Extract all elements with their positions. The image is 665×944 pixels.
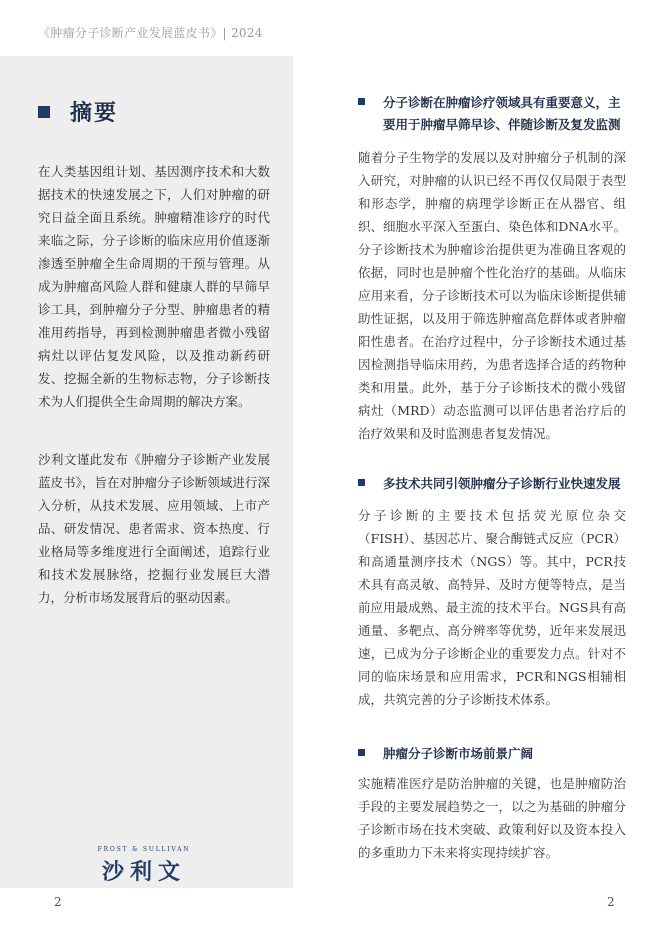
section-heading bbox=[358, 92, 626, 136]
logo-main-text: 沙利文 bbox=[101, 860, 186, 885]
abstract-title: 摘要 bbox=[70, 100, 119, 126]
section-heading-text: 分子诊断在肿瘤诊疗领域具有重要意义，主要用于肿瘤早筛早诊、伴随诊断及复发监测 bbox=[383, 95, 621, 132]
square-bullet-icon bbox=[358, 479, 365, 486]
logo-top-text: FROST & SULLIVAN bbox=[97, 846, 191, 853]
square-bullet-icon bbox=[38, 106, 50, 118]
section-body: 分子诊断的主要技术包括荧光原位杂交（FISH）、基因芯片、聚合酶链式反应（PCR）和高通量测序技术（NGS）等。其中，PCR技术具有高灵敏、高特异、及时方便等特点，是当前应用最成熟、最主流的技术平台。NGS具有高通量、多靶点、高分辨率等优势，近年来发展迅速，已成为分子诊断企业的重要发力点。针对不同的临床场景和应用需求，PCR和NGS相辅相成，共筑完善的分子诊断技术体系。 bbox=[358, 508, 626, 707]
square-bullet-icon bbox=[358, 749, 365, 756]
section-body: 随着分子生物学的发展以及对肿瘤分子机制的深入研究，对肿瘤的认识已经不再仅仅局限于表型和形态学，肿瘤的病理学诊断正在从器官、组织、细胞水平深入至蛋白、染色体和DNA水平。分子诊断技术为肿瘤诊治提供更为准确且客观的依据，同时也是肿瘤个性化治疗的基础。从临床应用来看，分子诊断技术可以为临床诊断提供辅助性证据，以及用于筛选肿瘤高危群体或者肿瘤阳性患者。在治疗过程中，分子诊断技术通过基因检测指导临床用药，为患者选择合适的药物种类和用量。此外，基于分子诊断技术的微小残留病灶（MRD）动态监测可以评估患者治疗后的治疗效果和及时监测患者复发情况。 bbox=[358, 150, 626, 441]
page-number-right: 2 bbox=[607, 895, 615, 909]
square-bullet-icon bbox=[358, 98, 365, 105]
section-heading-text: 肿瘤分子诊断市场前景广阔 bbox=[383, 746, 534, 761]
page-number-left: 2 bbox=[54, 895, 62, 909]
report-header: 《肿瘤分子诊断产业发展蓝皮书》| 2024 bbox=[38, 26, 263, 40]
section-heading bbox=[358, 743, 626, 765]
section-heading-text: 多技术共同引领肿瘤分子诊断行业快速发展 bbox=[383, 476, 621, 491]
section-heading bbox=[358, 473, 626, 495]
abstract-paragraph: 在人类基因组计划、基因测序技术和大数据技术的快速发展之下，人们对肿瘤的研究日益全面且系统。肿瘤精准诊疗的时代来临之际，分子诊断的临床应用价值逐渐渗透至肿瘤全生命周期的干预与管理。从成为肿瘤高风险人群和健康人群的早筛早诊工具，到肿瘤分子分型、肿瘤患者的精准用药指导，再到检测肿瘤患者微小残留病灶以评估复发风险，以及推动新药研发、挖掘全新的生物标志物，分子诊断技术为人们提供全生命周期的解决方案。 bbox=[38, 164, 270, 409]
abstract-paragraph: 沙利文谨此发布《肿瘤分子诊断产业发展蓝皮书》，旨在对肿瘤分子诊断领域进行深入分析，从技术发展、应用领域、上市产品、研发情况、患者需求、资本热度、行业格局等多维度进行全面阐述，追踪行业和技术发展脉络，挖掘行业发展巨大潜力，分析市场发展背后的驱动因素。 bbox=[38, 452, 270, 605]
abstract-panel bbox=[0, 56, 293, 888]
frost-sullivan-logo bbox=[84, 846, 204, 886]
section-body: 实施精准医疗是防治肿瘤的关键，也是肿瘤防治手段的主要发展趋势之一，以之为基础的肿瘤分子诊断市场在技术突破、政策利好以及资本投入的多重助力下未来将实现持续扩容。 bbox=[358, 776, 626, 860]
abstract-heading bbox=[38, 96, 118, 127]
